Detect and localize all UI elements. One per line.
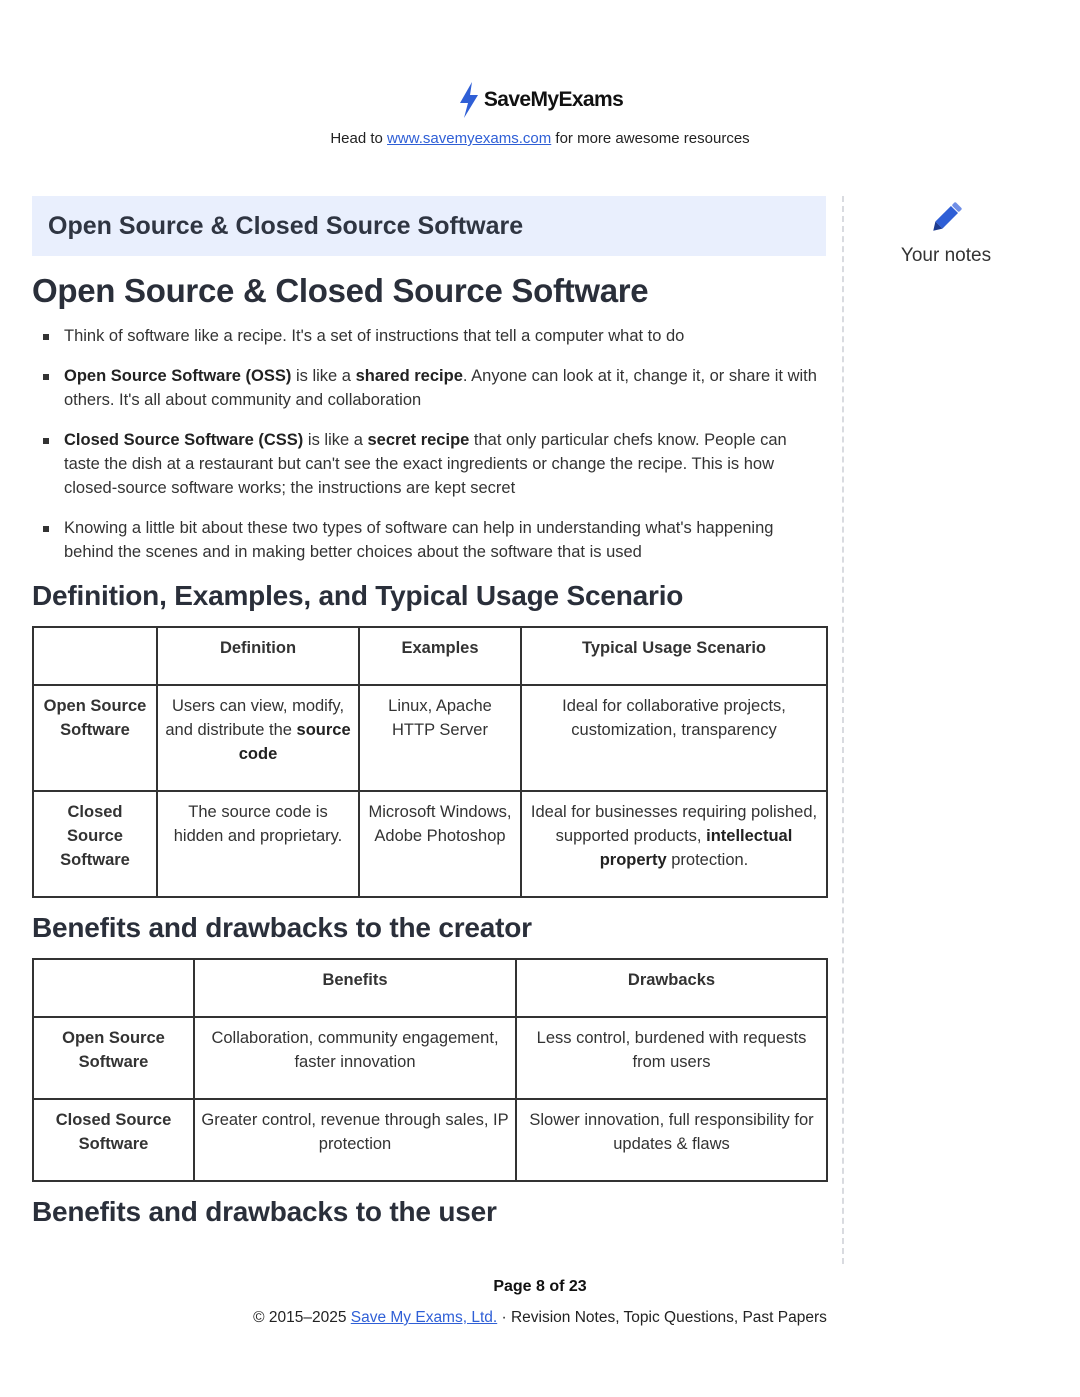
cell-text: Ideal for businesses requiring polished, supported products, <box>530 803 818 845</box>
table-row <box>33 791 827 897</box>
bullet-text: . Anyone can look at it, change it, or share it with others. It's all about community and collaboration <box>64 367 817 409</box>
copyright-suffix: · Revision Notes, Topic Questions, Past Papers <box>497 1309 827 1326</box>
cell-bold: source code <box>238 721 351 763</box>
usage-cell <box>521 685 827 791</box>
cell-text: Ideal for collaborative projects, customization, transparency <box>562 697 786 739</box>
bullet-text: Think of software like a recipe. It's a set of instructions that tell a computer what to do <box>64 327 685 345</box>
lightning-bolt-icon <box>457 82 481 118</box>
list-item <box>32 324 826 348</box>
bullet-term: Open Source Software (OSS) <box>64 367 292 385</box>
table-header-examples: Examples <box>359 627 521 685</box>
copyright-prefix: © 2015–2025 <box>253 1309 351 1326</box>
definition-table <box>32 626 828 898</box>
bullet-highlight: shared recipe <box>355 367 463 385</box>
cell-text: Users can view, modify, and distribute the <box>165 697 345 739</box>
intro-bullets <box>32 324 826 564</box>
benefits-cell: Greater control, revenue through sales, IP protection <box>194 1099 516 1181</box>
notes-panel[interactable] <box>880 198 1012 267</box>
main-content <box>32 196 826 1228</box>
copyright <box>0 1309 1080 1327</box>
creator-heading: Benefits and drawbacks to the creator <box>32 912 532 943</box>
bullet-text: is like a <box>303 431 368 449</box>
tagline <box>0 130 1080 147</box>
list-item <box>32 516 826 564</box>
usage-cell <box>521 791 827 897</box>
notes-divider <box>842 196 844 1264</box>
table-header-usage: Typical Usage Scenario <box>521 627 827 685</box>
bullet-term: Closed Source Software (CSS) <box>64 431 304 449</box>
cell-text: protection. <box>666 851 749 869</box>
table-header-definition: Definition <box>157 627 359 685</box>
bullet-highlight: secret recipe <box>367 431 470 449</box>
examples-cell: Linux, Apache HTTP Server <box>359 685 521 791</box>
list-item <box>32 428 826 500</box>
page-footer <box>0 1278 1080 1327</box>
bullet-text: is like a <box>291 367 356 385</box>
table-header-drawbacks: Drawbacks <box>516 959 827 1017</box>
examples-cell: Microsoft Windows, Adobe Photoshop <box>359 791 521 897</box>
table-header-empty <box>33 627 157 685</box>
row-label: Open Source Software <box>33 685 157 791</box>
company-link[interactable]: Save My Exams, Ltd. <box>350 1309 498 1326</box>
drawbacks-cell: Slower innovation, full responsibility for updates & flaws <box>516 1099 827 1181</box>
page-header <box>0 82 1080 147</box>
list-item <box>32 364 826 412</box>
bullet-text: Knowing a little bit about these two types of software can help in understanding what's happening behind the scenes and in making better choices about the software that is used <box>64 519 774 561</box>
notes-label: Your notes <box>900 245 992 266</box>
brand[interactable] <box>457 82 623 118</box>
brand-name: SaveMyExams <box>483 88 624 111</box>
tagline-suffix: for more awesome resources <box>551 130 750 147</box>
row-label: Closed Source Software <box>33 791 157 897</box>
table-header-empty <box>33 959 194 1017</box>
user-heading: Benefits and drawbacks to the user <box>32 1196 497 1227</box>
table-header-row <box>33 959 827 1017</box>
row-label: Open Source Software <box>33 1017 194 1099</box>
row-label: Closed Source Software <box>33 1099 194 1181</box>
table-row <box>33 1099 827 1181</box>
section-banner: Open Source & Closed Source Software <box>32 196 826 256</box>
table-row <box>33 1017 827 1099</box>
table-header-row <box>33 627 827 685</box>
page-title: Open Source & Closed Source Software <box>32 272 649 309</box>
definition-cell <box>157 791 359 897</box>
creator-table <box>32 958 828 1182</box>
table-row <box>33 685 827 791</box>
benefits-cell: Collaboration, community engagement, faster innovation <box>194 1017 516 1099</box>
page-number: Page 8 of 23 <box>493 1278 587 1295</box>
drawbacks-cell: Less control, burdened with requests from users <box>516 1017 827 1099</box>
website-link[interactable]: www.savemyexams.com <box>387 130 552 147</box>
cell-text: The source code is hidden and proprietary. <box>173 803 343 845</box>
definition-cell <box>157 685 359 791</box>
definition-heading: Definition, Examples, and Typical Usage Scenario <box>32 580 684 611</box>
cell-bold: intellectual property <box>599 827 793 869</box>
bullet-text: that only particular chefs know. People can taste the dish at a restaurant but can't see the exact ingredients or change the recipe. This is how closed-source software works; the instructions are kept secret <box>64 431 787 497</box>
table-header-benefits: Benefits <box>194 959 516 1017</box>
tagline-prefix: Head to <box>330 130 388 147</box>
pencil-icon <box>880 198 1012 243</box>
